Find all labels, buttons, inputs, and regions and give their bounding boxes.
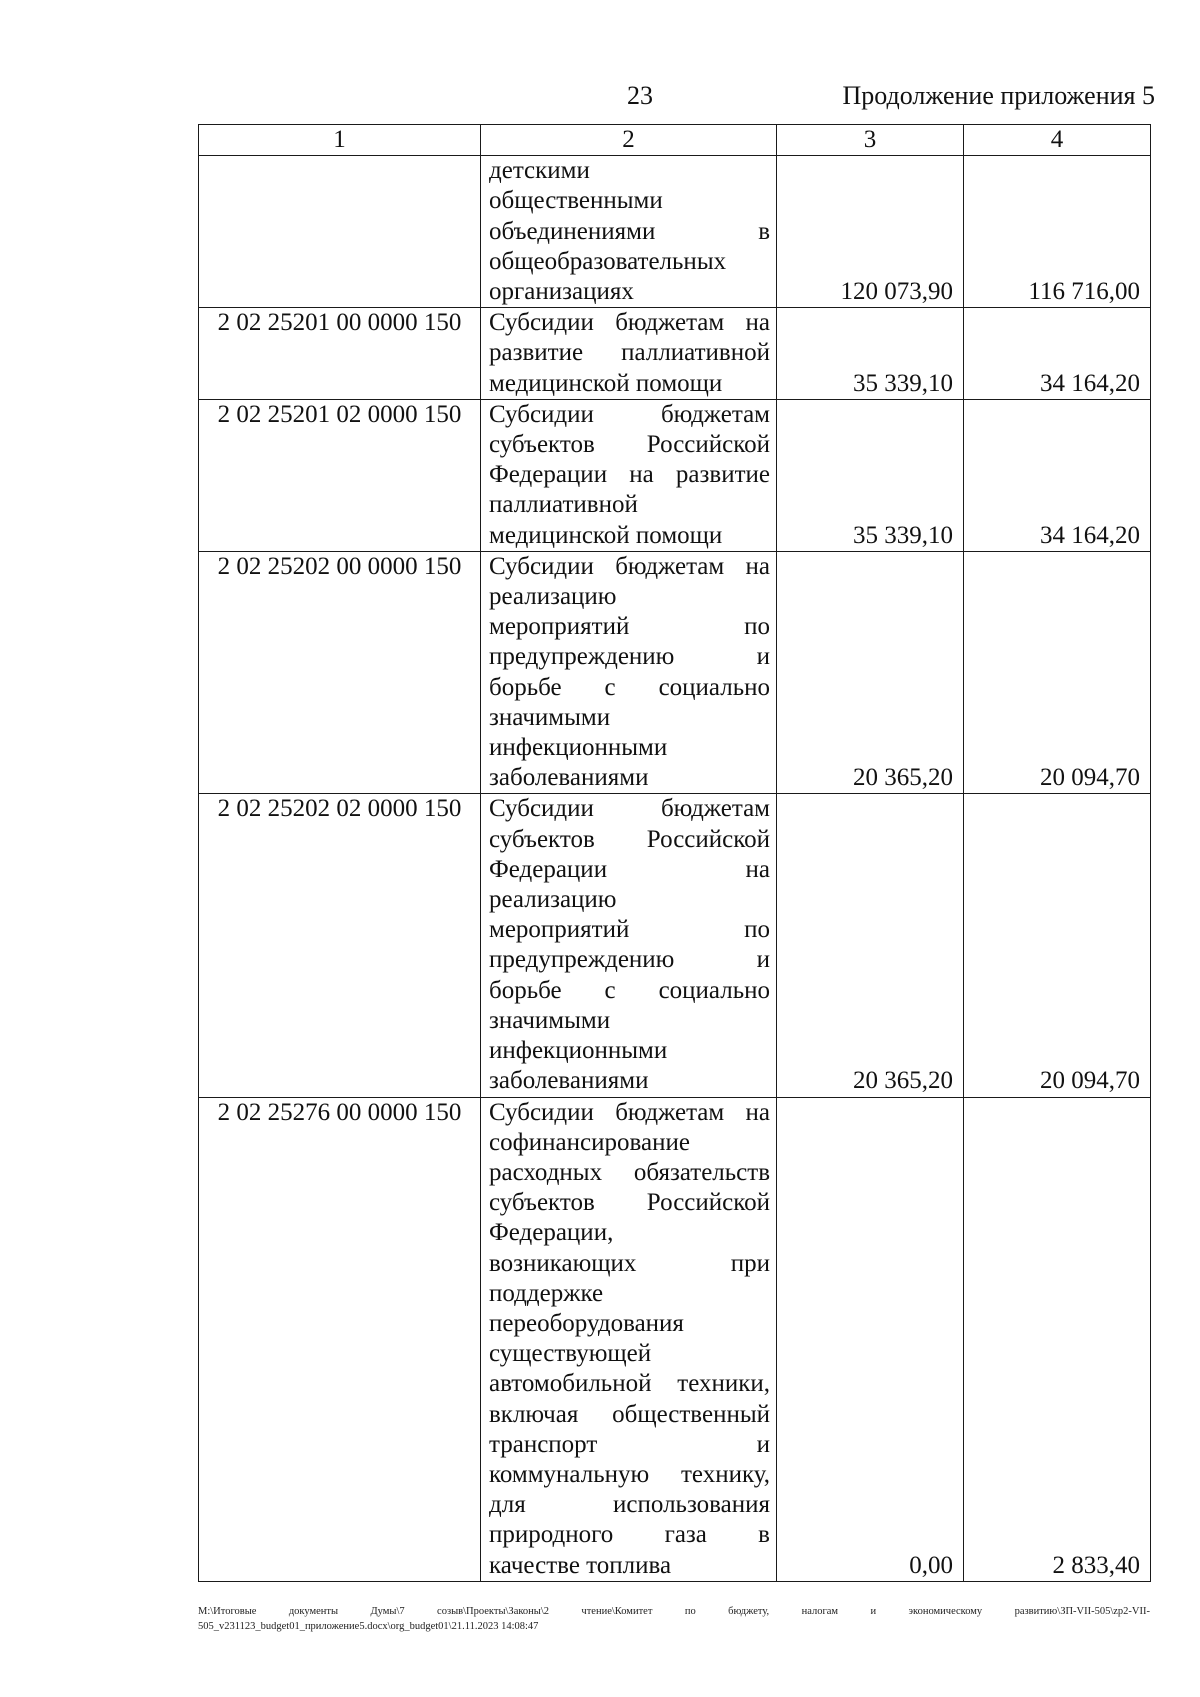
description-cell: [481, 156, 777, 308]
description-line: коммунальную технику,: [489, 1460, 770, 1488]
description-line: существующей: [489, 1340, 652, 1368]
description-line: расходных обязательств: [489, 1158, 770, 1186]
budget-code-cell: 2 02 25202 00 0000 150: [199, 551, 481, 794]
description-line: для использования: [489, 1491, 770, 1519]
amount-cell-col3: 0,00: [777, 1097, 964, 1581]
description-line: Субсидии бюджетам: [489, 795, 770, 823]
description-line: объединениями в: [489, 217, 770, 245]
description-line: реализацию: [489, 886, 617, 914]
table-row: [199, 399, 1151, 551]
description-line: Субсидии бюджетам на: [489, 1098, 770, 1126]
description-line: субъектов Российской: [489, 825, 770, 853]
column-header: 2: [481, 125, 777, 156]
amount-cell-col4: 20 094,70: [964, 794, 1151, 1097]
amount-cell-col3: 35 339,10: [777, 399, 964, 551]
description-line: Федерации на: [489, 855, 770, 883]
description-line: качестве топлива: [489, 1551, 672, 1579]
description-line: мероприятий по: [489, 916, 770, 944]
budget-code-cell: [199, 156, 481, 308]
description-line: заболеваниями: [489, 1067, 649, 1095]
description-line: реализацию: [489, 583, 617, 611]
amount-cell-col3: 20 365,20: [777, 551, 964, 794]
description-line: автомобильной техники,: [489, 1370, 770, 1398]
description-line: переоборудования: [489, 1309, 684, 1337]
budget-code-cell: 2 02 25276 00 0000 150: [199, 1097, 481, 1581]
table-row: [199, 1097, 1151, 1581]
description-line: борьбе с социально: [489, 976, 770, 1004]
amount-cell-col3: 20 365,20: [777, 794, 964, 1097]
description-line: возникающих при: [489, 1249, 770, 1277]
description-line: поддержке: [489, 1279, 604, 1307]
amount-cell-col4: 116 716,00: [964, 156, 1151, 308]
budget-table: [198, 124, 1151, 1582]
table-row: [199, 794, 1151, 1097]
description-line: Федерации,: [489, 1219, 614, 1247]
description-line: паллиативной: [489, 491, 638, 519]
column-header: 1: [199, 125, 481, 156]
description-cell: [481, 551, 777, 794]
file-path-footer: M:\Итоговые документы Думы\7 созыв\Проекты\Законы\2 чтение\Комитет по бюджету, налогам и экономическому развитию\ЗП-VII-505\zp2-VII-505_v231123_budget01_приложение5.docx\org_budget01\21.11.2023 14:08:47: [198, 1606, 1150, 1632]
description-cell: [481, 308, 777, 400]
table-row: [199, 551, 1151, 794]
description-line: включая общественный: [489, 1400, 770, 1428]
amount-cell-col3: 120 073,90: [777, 156, 964, 308]
description-line: инфекционными: [489, 734, 668, 762]
description-line: общеобразовательных: [489, 247, 727, 275]
amount-cell-col4: 20 094,70: [964, 551, 1151, 794]
description-line: значимыми: [489, 1006, 611, 1034]
description-line: субъектов Российской: [489, 1189, 770, 1217]
description-line: транспорт и: [489, 1430, 770, 1458]
amount-cell-col4: 2 833,40: [964, 1097, 1151, 1581]
description-line: медицинской помощи: [489, 369, 723, 397]
description-line: Субсидии бюджетам на: [489, 552, 770, 580]
description-line: предупреждению и: [489, 946, 770, 974]
description-line: Субсидии бюджетам: [489, 400, 770, 428]
description-cell: [481, 399, 777, 551]
description-line: предупреждению и: [489, 643, 770, 671]
description-line: инфекционными: [489, 1037, 668, 1065]
description-line: мероприятий по: [489, 613, 770, 641]
amount-cell-col4: 34 164,20: [964, 399, 1151, 551]
budget-code-cell: 2 02 25201 02 0000 150: [199, 399, 481, 551]
description-line: развитие паллиативной: [489, 339, 770, 367]
description-line: медицинской помощи: [489, 521, 723, 549]
table-row: [199, 156, 1151, 308]
budget-code-cell: 2 02 25202 02 0000 150: [199, 794, 481, 1097]
continuation-label: Продолжение приложения 5: [842, 81, 1155, 110]
amount-cell-col3: 35 339,10: [777, 308, 964, 400]
description-line: Субсидии бюджетам на: [489, 309, 770, 337]
description-line: софинансирование: [489, 1128, 690, 1156]
description-line: субъектов Российской: [489, 431, 770, 459]
table-row: [199, 308, 1151, 400]
description-line: детскими: [489, 157, 590, 185]
budget-code-cell: 2 02 25201 00 0000 150: [199, 308, 481, 400]
description-line: Федерации на развитие: [489, 461, 770, 489]
page-number: 23: [627, 81, 653, 110]
column-header: 3: [777, 125, 964, 156]
description-line: значимыми: [489, 703, 611, 731]
description-line: природного газа в: [489, 1521, 770, 1549]
description-line: общественными: [489, 187, 663, 215]
description-line: борьбе с социально: [489, 673, 770, 701]
description-line: организациях: [489, 278, 634, 306]
table-header-row: [199, 125, 1151, 156]
description-cell: [481, 794, 777, 1097]
column-header: 4: [964, 125, 1151, 156]
description-line: заболеваниями: [489, 764, 649, 792]
amount-cell-col4: 34 164,20: [964, 308, 1151, 400]
description-cell: [481, 1097, 777, 1581]
